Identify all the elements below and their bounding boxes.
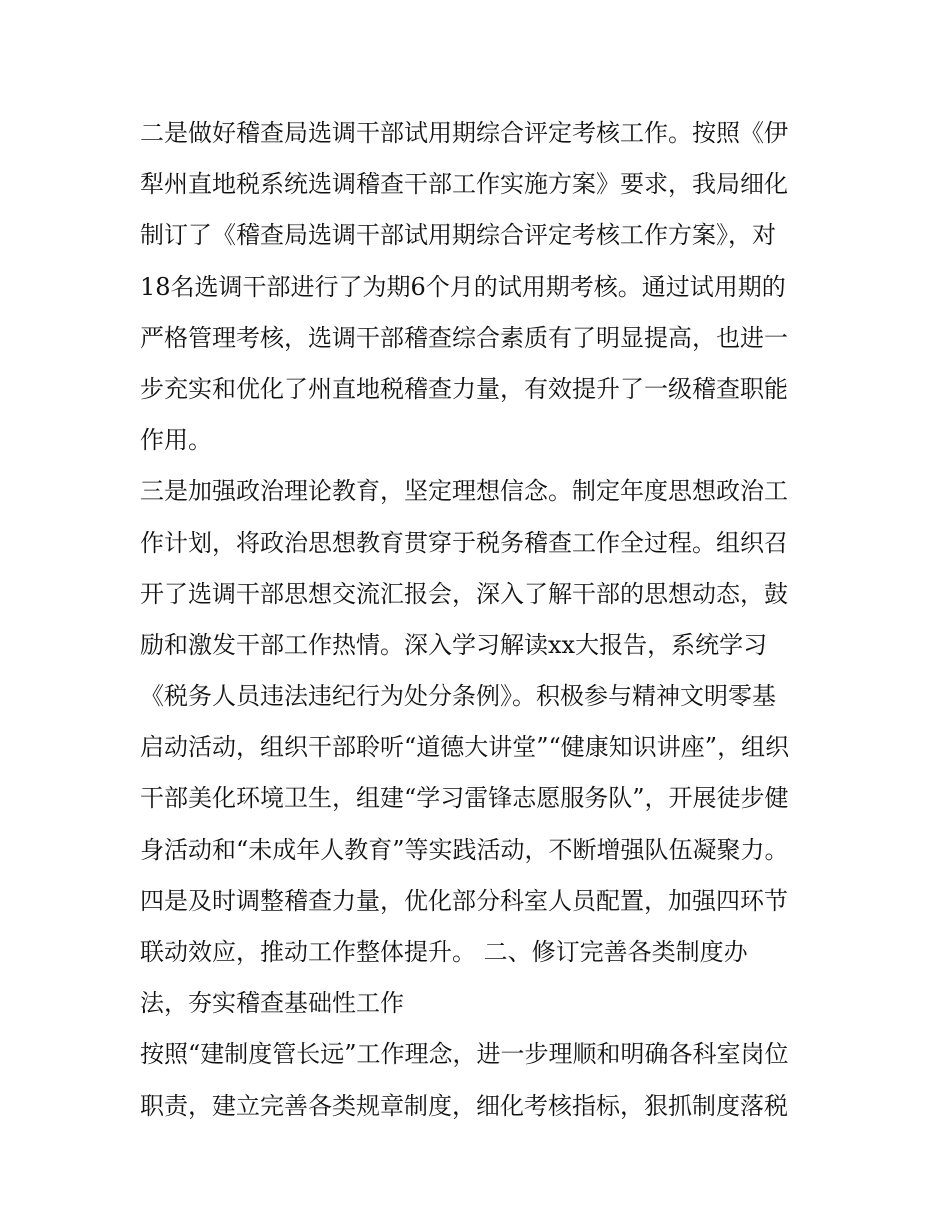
- text-line: 制订了《稽查局选调干部试用期综合评定考核工作方案》，对: [140, 221, 776, 250]
- text-line: 作计划，将政治思想教育贯穿于税务稽查工作全过程。组织召: [140, 528, 788, 557]
- text-line: 严格管理考核，选调干部稽查综合素质有了明显提高，也进一: [140, 323, 788, 352]
- text-line: 四是及时调整稽查力量，优化部分科室人员配置，加强四环节: [140, 886, 788, 915]
- text-line: 18名选调干部进行了为期6个月的试用期考核。通过试用期的: [140, 272, 786, 301]
- text-line: 职责，建立完善各类规章制度，细化考核指标，狠抓制度落税: [140, 1091, 788, 1120]
- text-line: 步充实和优化了州直地税稽查力量，有效提升了一级稽查职能: [140, 374, 788, 403]
- text-line: 开了选调干部思想交流汇报会，深入了解干部的思想动态，鼓: [140, 579, 788, 608]
- text-line: 启动活动，组织干部聆听“道德大讲堂”“健康知识讲座”，组织: [140, 733, 790, 762]
- text-line: 犁州直地税系统选调稽查干部工作实施方案》要求，我局细化: [140, 170, 788, 199]
- text-line: 《税务人员违法违纪行为处分条例》。积极参与精神文明零基: [140, 682, 776, 711]
- text-line: 法，夯实稽查基础性工作: [140, 989, 404, 1018]
- text-line: 二是做好稽查局选调干部试用期综合评定考核工作。按照《伊: [140, 119, 788, 147]
- text-line: 身活动和“未成年人教育”等实践活动，不断增强队伍凝聚力。: [140, 835, 789, 864]
- body-text: [140, 108, 830, 1132]
- text-line: 励和激发干部工作热情。深入学习解读xx大报告，系统学习: [140, 630, 768, 659]
- text-line: 三是加强政治理论教育，坚定理想信念。制定年度思想政治工: [140, 477, 788, 506]
- text-line: 干部美化环境卫生，组建“学习雷锋志愿服务队”，开展徒步健: [140, 784, 789, 813]
- text-line: 联动效应，推动工作整体提升。 二、修订完善各类制度办: [140, 938, 748, 966]
- text-line: 作用。: [140, 426, 212, 455]
- text-line: 按照“建制度管长远”工作理念，进一步理顺和明确各科室岗位: [140, 1040, 789, 1069]
